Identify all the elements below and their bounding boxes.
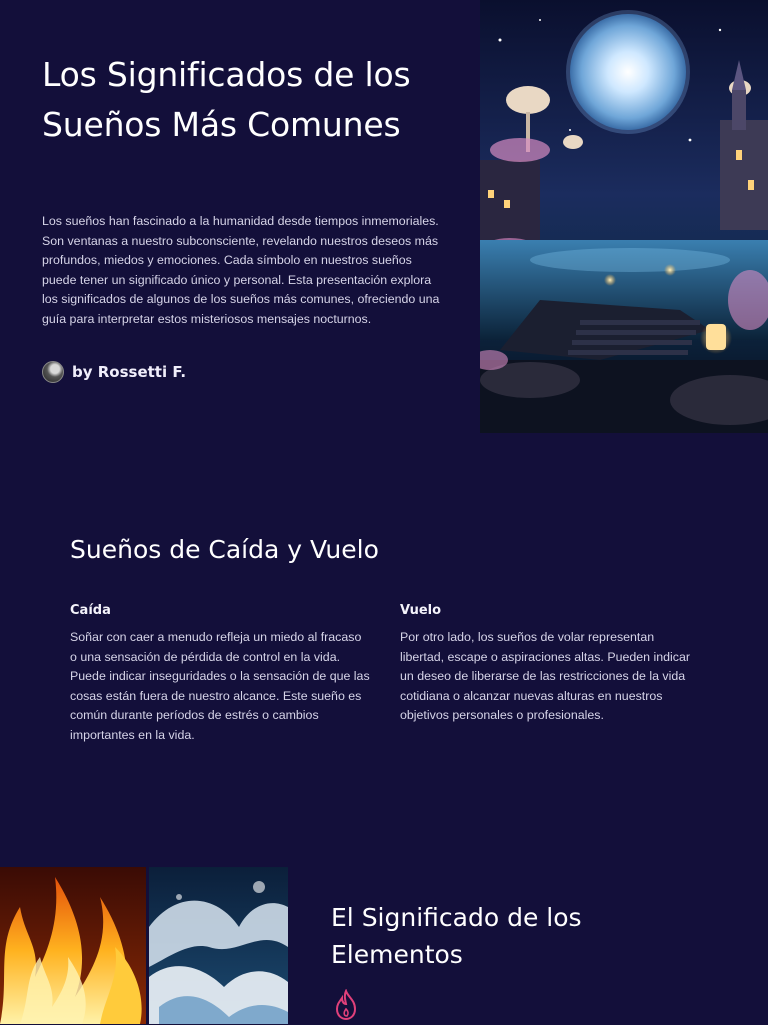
elements-slide <box>0 867 768 1024</box>
flying-text: Por otro lado, los sueños de volar representan libertad, escape o aspiraciones altas. Pueden indicar un deseo de liberarse de las restricciones de la vida cotidiana o alcanzar nuevas alturas en nuestros objetivos personales o profesionales. <box>400 630 690 723</box>
avatar <box>42 361 64 383</box>
elements-title: El Significado de los Elementos <box>331 903 582 969</box>
water-wave-image <box>149 867 288 1024</box>
flying-column <box>400 603 700 726</box>
flame-icon <box>331 989 361 1021</box>
fantasy-moon-landscape-image <box>480 0 768 433</box>
falling-heading: Caída <box>70 603 111 618</box>
intro-slide <box>0 0 768 433</box>
flying-heading: Vuelo <box>400 603 442 618</box>
page-title: Los Significados de los Sueños Más Comunes <box>42 55 411 144</box>
author-name: by Rossetti F. <box>72 363 187 381</box>
fire-image <box>0 867 146 1024</box>
intro-paragraph: Los sueños han fascinado a la humanidad desde tiempos inmemoriales. Son ventanas a nuestro subconsciente, revelando nuestros deseos más profundos, miedos y emociones. Cada símbolo en nuestros sueños puede tener un significado único y personal. Esta presentación explora los significados de algunos de los sueños más comunes, ofreciendo una guía para interpretar estos misteriosos mensajes nocturnos. <box>42 214 440 326</box>
falling-text: Soñar con caer a menudo refleja un miedo al fracaso o una sensación de pérdida de control en la vida. Puede indicar inseguridades o la sensación de que las cosas están fuera de nuestro alcance. Este sueño es común durante períodos de estrés o cambios importantes en la vida. <box>70 630 370 742</box>
author-byline <box>42 361 186 383</box>
falling-flying-slide <box>0 433 768 867</box>
falling-column <box>70 603 370 746</box>
section-title: Sueños de Caída y Vuelo <box>70 535 379 564</box>
